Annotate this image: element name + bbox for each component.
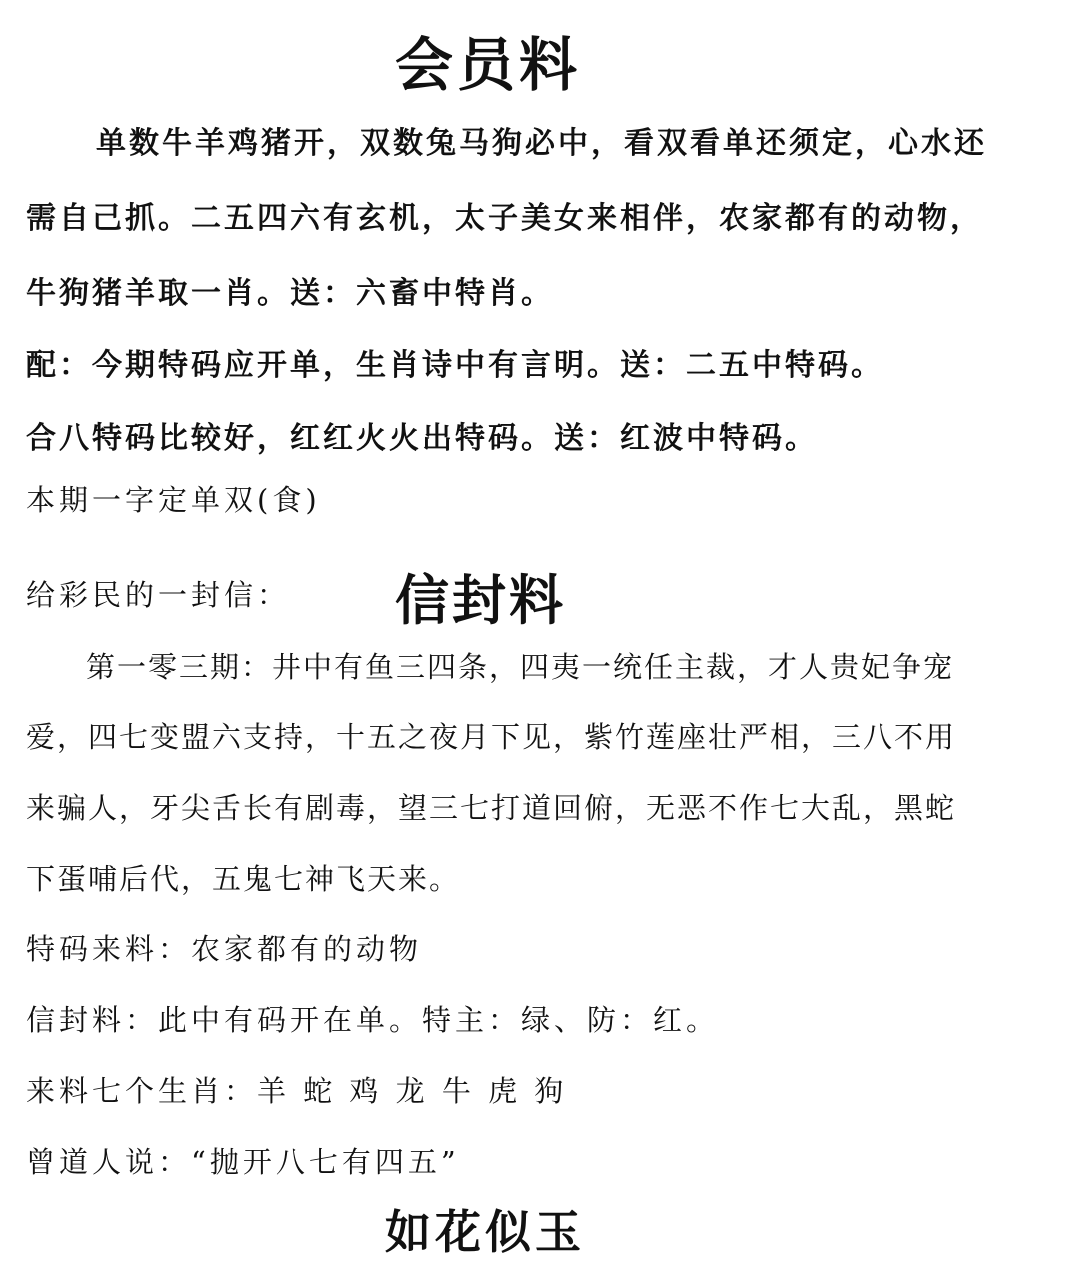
poem-line-1: 第一零三期：井中有鱼三四条，四夷一统任主裁，才人贵妃争宠 (86, 650, 955, 684)
letter-intro: 给彩民的一封信： (26, 578, 291, 612)
clue-zeng-daoren: 曾道人说：“抛开八七有四五” (26, 1145, 460, 1179)
clue-special-number: 特码来料：农家都有的动物 (26, 932, 423, 966)
member-text-line-2: 需自己抓。二五四六有玄机，太子美女来相伴，农家都有的动物， (26, 201, 983, 236)
member-text-line-6: 本期一字定单双(食) (26, 483, 321, 517)
clue-seven-zodiacs: 来料七个生肖：羊 蛇 鸡 龙 牛 虎 狗 (26, 1074, 568, 1108)
member-text-line-1: 单数牛羊鸡猪开，双数兔马狗必中，看双看单还须定，心水还 (96, 126, 987, 161)
section-title-huiyuanliao: 会员料 (395, 31, 582, 99)
section-title-xinfengliao: 信封料 (395, 568, 566, 632)
section-title-ruhuasiyu: 如花似玉 (385, 1205, 585, 1259)
member-text-line-3: 牛狗猪羊取一肖。送：六畜中特肖。 (26, 276, 554, 311)
poem-line-4: 下蛋哺后代，五鬼七神飞天来。 (26, 862, 461, 896)
member-text-line-4: 配：今期特码应开单，生肖诗中有言明。送：二五中特码。 (26, 348, 884, 383)
poem-line-2: 爱，四七变盟六支持，十五之夜月下见，紫竹莲座壮严相，三八不用 (26, 720, 957, 754)
poem-line-3: 来骗人，牙尖舌长有剧毒，望三七打道回俯，无恶不作七大乱，黑蛇 (26, 791, 957, 825)
member-text-line-5: 合八特码比较好，红红火火出特码。送：红波中特码。 (26, 421, 818, 456)
clue-envelope: 信封料：此中有码开在单。特主：绿、防：红。 (26, 1003, 720, 1037)
